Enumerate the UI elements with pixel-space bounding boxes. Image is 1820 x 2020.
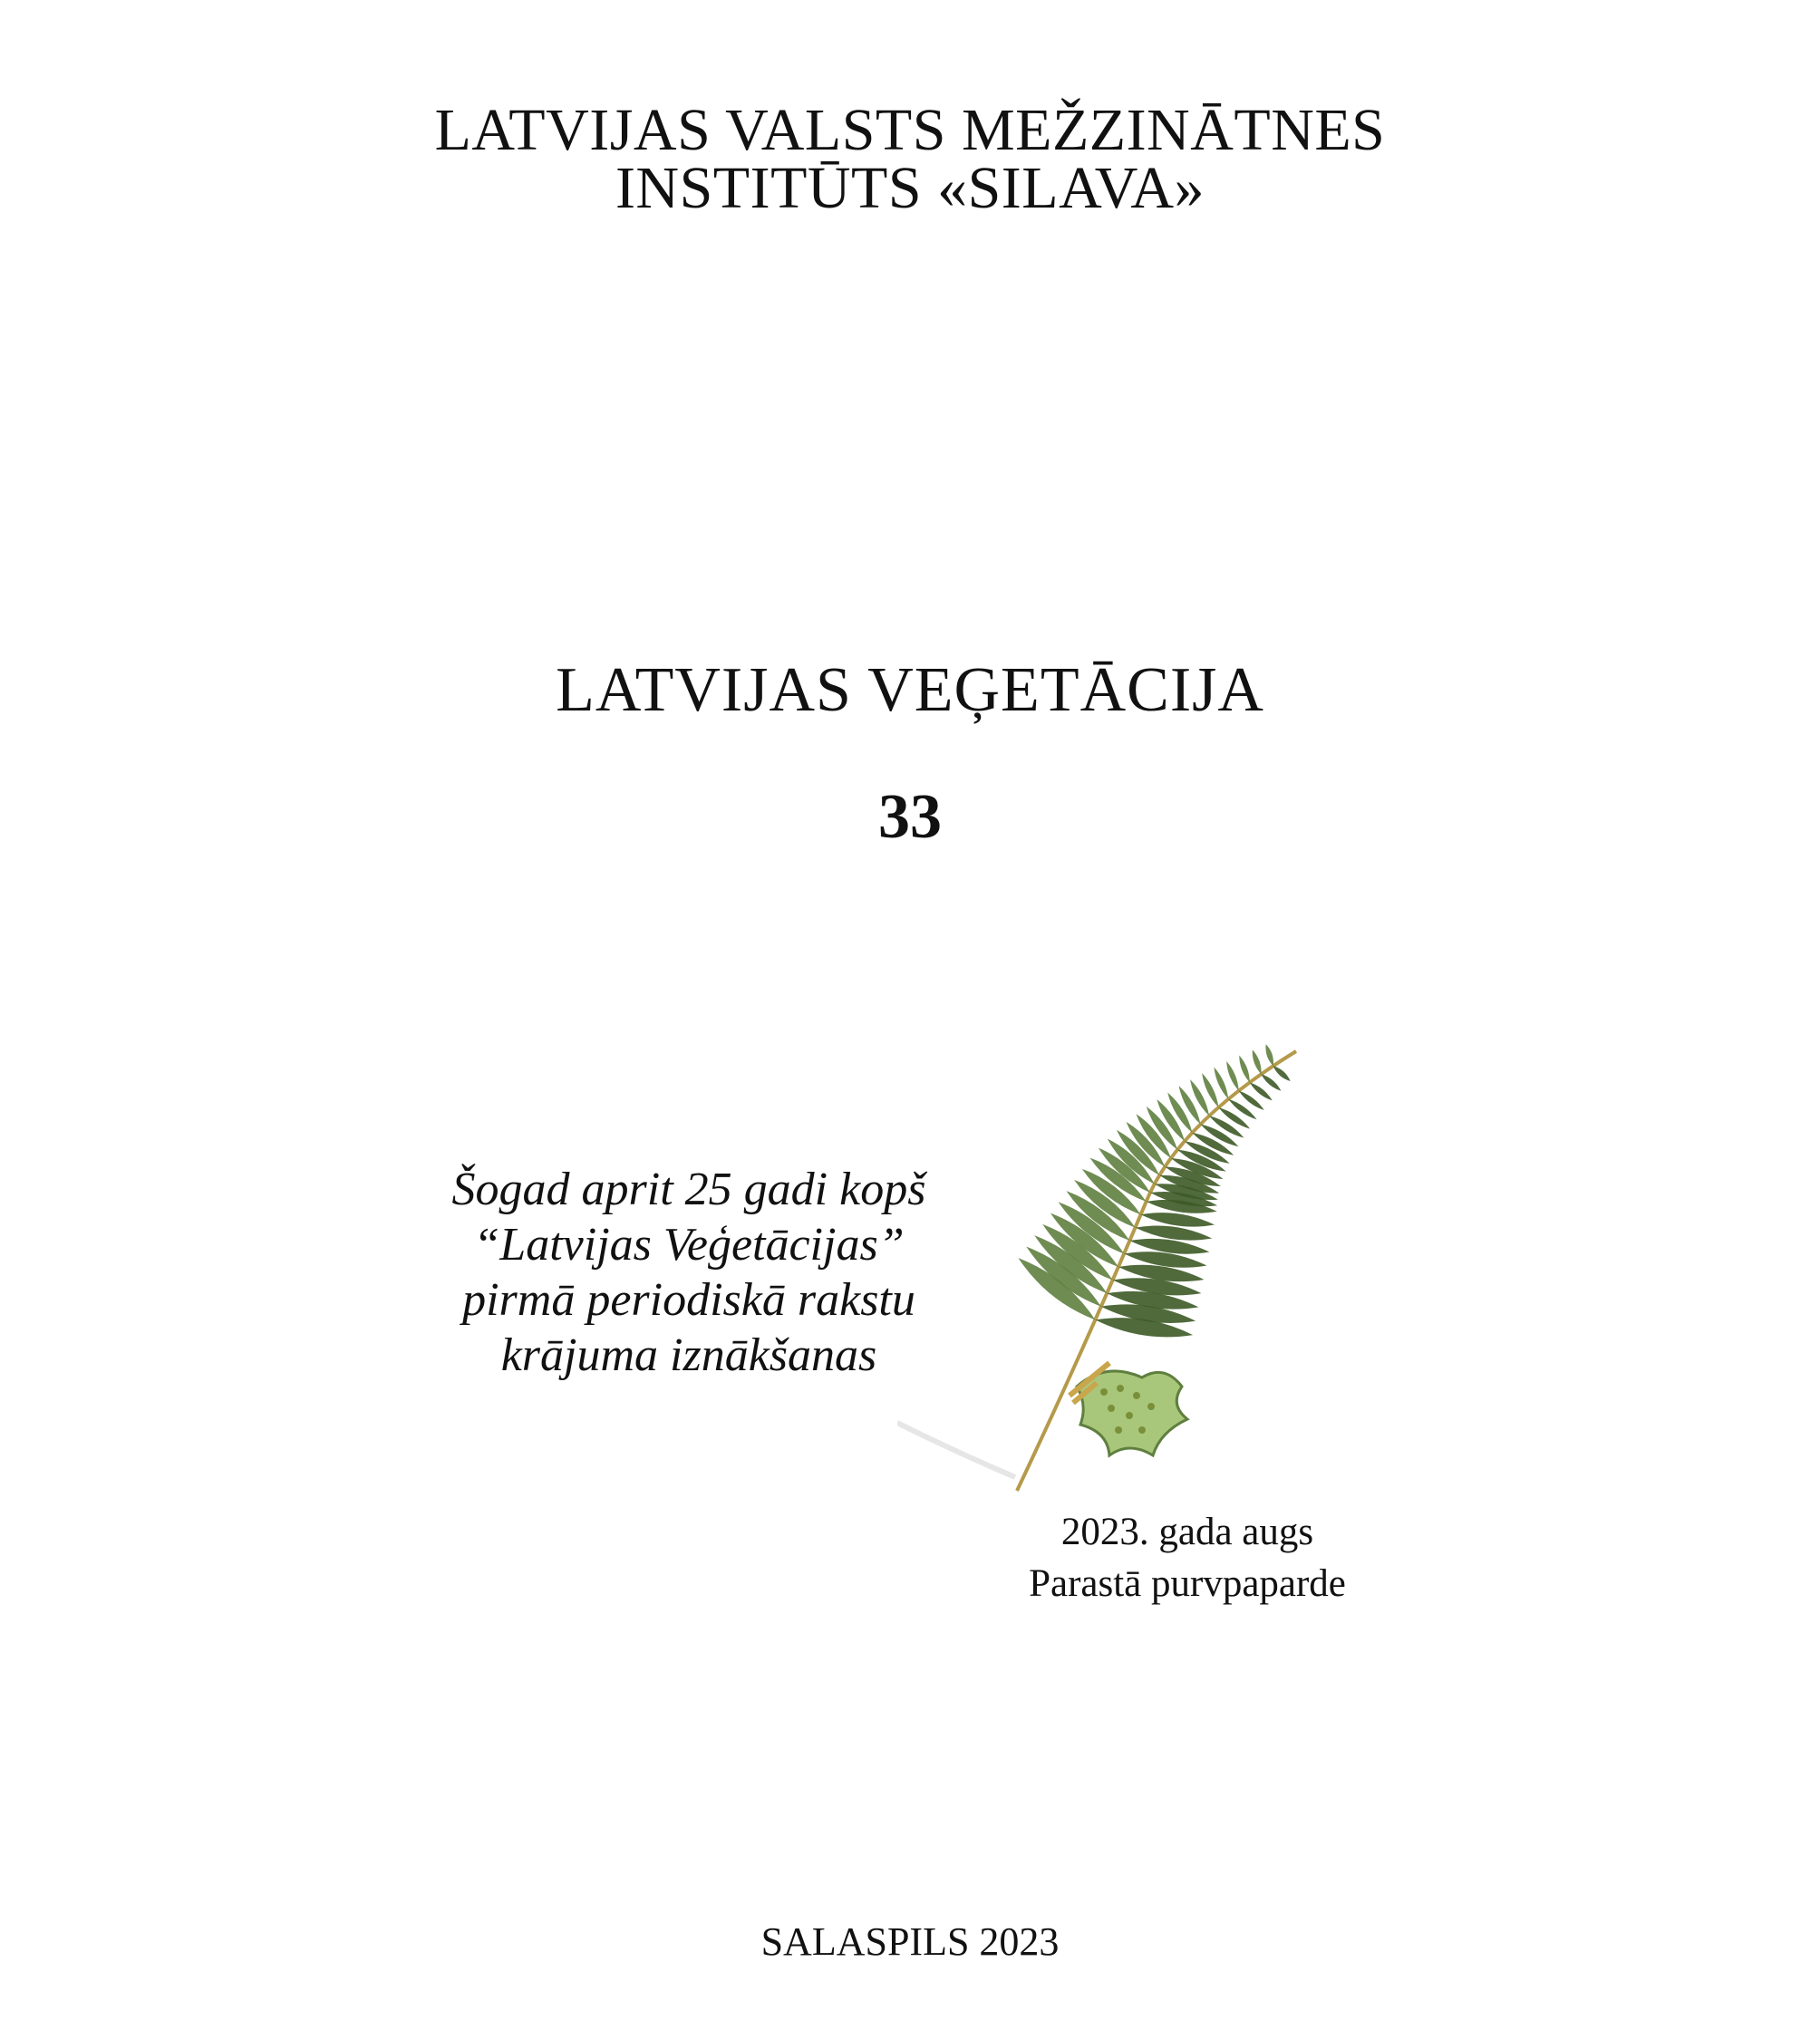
anniversary-note-line-2: “Latvijas Veģetācijas” (473, 1219, 905, 1271)
plant-caption-line-1: 2023. gada augs (1060, 1511, 1314, 1553)
institute-name-line-2: INSTITŪTS «SILAVA» (615, 155, 1205, 221)
anniversary-note-line-4: krājuma iznākšanas (500, 1329, 877, 1381)
plant-of-year-caption (988, 1506, 1387, 1609)
fern-pinna (1263, 1043, 1276, 1067)
anniversary-note-line-3: pirmā periodiskā rakstu (462, 1274, 915, 1326)
fern-fertile-pinna (1070, 1363, 1187, 1455)
anniversary-note-line-1: Šogad aprit 25 gadi kopš (451, 1164, 926, 1215)
plant-caption-line-2: Parastā purvpaparde (1029, 1562, 1346, 1605)
fern-pinna (1176, 1084, 1204, 1126)
fern-pinna (1272, 1064, 1292, 1083)
fern-shadow (897, 1423, 1015, 1477)
publication-title: LATVIJAS VEĢETĀCIJA (556, 655, 1264, 725)
fern-pinna (1224, 1060, 1241, 1092)
volume-number: 33 (878, 782, 942, 852)
institute-name-line-1: LATVIJAS VALSTS MEŽZINĀTNES (434, 97, 1386, 163)
imprint-place-year: SALASPILS 2023 (760, 1919, 1060, 1964)
fern-pinnae-group (1013, 1043, 1292, 1342)
fern-pinna (1250, 1049, 1263, 1075)
fern-pinna (1236, 1055, 1252, 1084)
institute-name (0, 97, 1820, 221)
fern-illustration-icon (897, 1042, 1323, 1495)
